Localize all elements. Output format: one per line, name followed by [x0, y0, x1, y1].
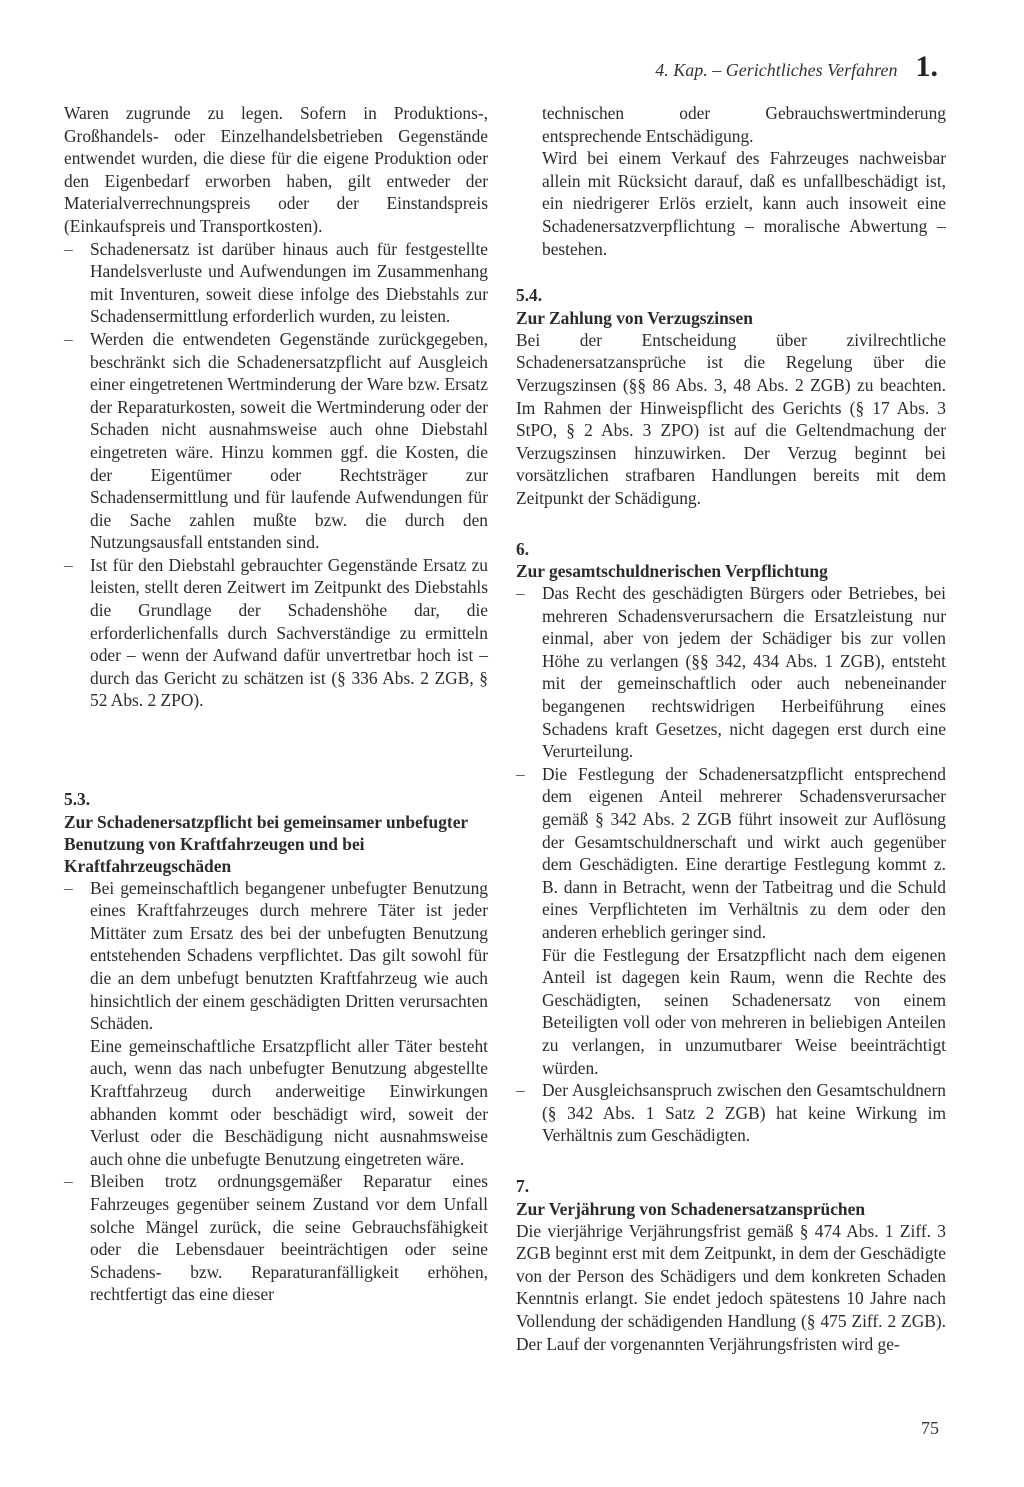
list-item: – Das Recht des geschädigten Bürgers oder Betriebes, bei mehreren Schadensverursachern die Ersatzleistung nur einmal, aber von jedem der Schädiger bis zur vollen Höhe zu verlangen (§§ 342, 434 Abs. 1 ZGB), entsteht mit der gemeinschaftlich oder auch nebeneinander begangenen rechtswidrigen Herbeiführung eines Schadens kraft Gesetzes, nicht dagegen erst durch eine Verurteilung. — [516, 582, 946, 763]
section-title: Zur gesamtschuldnerischen Verpflichtung — [516, 561, 828, 582]
list-item: – Ist für den Diebstahl gebrauchter Gegenstände Ersatz zu leisten, stellt deren Zeitwert im Zeitpunkt des Diebstahls die Grundlage der Schadenshöhe dar, die erforderlichenfalls durch Sachverständige zu ermitteln oder – wenn der Aufwand dafür unvertretbar hoch ist – durch das Gericht zu schätzen ist (§ 336 Abs. 2 ZGB, § 52 Abs. 2 ZPO). — [64, 554, 488, 712]
section-title: Zur Schadenersatzpflicht bei gemeinsamer unbefugter Benutzung von Kraftfahrzeugen und bei Kraftfahrzeugschäden — [64, 811, 468, 876]
section-title: Zur Zahlung von Verzugszinsen — [516, 307, 753, 328]
right-column — [516, 102, 946, 1355]
section-title: Zur Verjährung von Schadenersatzansprüchen — [516, 1198, 865, 1219]
list-item-continuation: Eine gemeinschaftliche Ersatzpflicht aller Täter besteht auch, wenn das nach unbefugter Benutzung abgestellte Kraftfahrzeug durch anderweitige Einwirkungen abhanden kommt oder beschädigt wird, soweit der Verlust oder die Beschädigung nicht ausnahmsweise auch ohne die unbefugte Benutzung eingetreten wäre. — [90, 1035, 488, 1169]
section-number: 7. — [516, 1175, 530, 1196]
continued-paragraph: technischen oder Gebrauchswertminderung entsprechende Entschädigung. — [542, 103, 946, 146]
section-number: 5.4. — [516, 285, 543, 306]
list-item: – Der Ausgleichsanspruch zwischen den Gesamtschuldnern (§ 342 Abs. 1 Satz 2 ZGB) hat keine Wirkung im Verhältnis zum Geschädigten. — [516, 1079, 946, 1147]
section-number: 5.3. — [64, 789, 91, 810]
list-item-continuation: Für die Festlegung der Ersatzpflicht nach dem eigenen Anteil ist dagegen kein Raum, wenn die Rechte des Geschädigten, seinen Schadenersatz von einem Beteiligten voll oder von mehreren in beliebigen Anteilen zu verlangen, in unzumutbarer Weise beeinträchtigt würden. — [542, 944, 946, 1078]
section-number: 6. — [516, 538, 530, 559]
running-title: 4. Kap. – Gerichtliches Verfahren — [655, 60, 898, 80]
chapter-number: 1. — [915, 50, 938, 83]
list-item: – Die Festlegung der Schadenersatzpflicht entsprechend dem eigenen Anteil mehrerer Schadensverursacher gemäß § 342 Abs. 2 ZGB führt insoweit zur Auflösung der Gesamtschuldnerschaft und wirkt auch gegenüber dem Geschädigten. Eine derartige Festlegung kommt z. B. dann in Betracht, wenn der Tatbeitrag und die Schuld eines Verpflichteten im Verhältnis zu dem oder den anderen erheblich geringer sind. — [516, 763, 946, 944]
list-item: – Werden die entwendeten Gegenstände zurückgegeben, beschränkt sich die Schadenersatzpflicht auf Ausgleich einer eingetretenen Wertminderung der Ware bzw. Ersatz der Reparaturkosten, soweit die Wertminderung oder der Schaden nicht ausnahmsweise auch ohne Diebstahl eingetreten wäre. Hinzu kommen ggf. die Kosten, die der Eigentümer oder Rechtsträger zur Schadensermittlung und für laufende Aufwendungen für die Sache zahlen mußte bzw. die durch den Nutzungsausfall entstanden sind. — [64, 328, 488, 554]
list-item: – Schadenersatz ist darüber hinaus auch für festgestellte Handelsverluste und Aufwendungen im Zusammenhang mit Inventuren, soweit diese infolge des Diebstahls zur Schadensermittlung erforderlich wurden, zu leisten. — [64, 238, 488, 328]
section-text: Bei der Entscheidung über zivilrechtliche Schadenersatzansprüche ist die Regelung über die Verzugszinsen (§§ 86 Abs. 3, 48 Abs. 2 ZGB) zu beachten. Im Rahmen der Hinweispflicht des Gerichts (§ 17 Abs. 3 StPO, § 2 Abs. 3 ZPO) ist auf die Geltendmachung der Verzugszinsen hinzuwirken. Der Verzug beginnt bei vorsätzlichen strafbaren Handlungen bereits mit dem Zeitpunkt der Schädigung. — [516, 329, 946, 508]
list-item: – Bei gemeinschaftlich begangener unbefugter Benutzung eines Kraftfahrzeuges durch mehrere Täter ist jeder Mittäter zum Ersatz des bei der unbefugten Benutzung entstehenden Schadens verpflichtet. Das gilt sowohl für die an dem unbefugt benutzten Kraftfahrzeug wie auch hinsichtlich der einem geschädigten Dritten verursachten Schäden. — [64, 877, 488, 1035]
page-number: 75 — [921, 1418, 939, 1438]
left-column — [64, 102, 488, 1306]
continued-paragraph: Wird bei einem Verkauf des Fahrzeuges nachweisbar allein mit Rücksicht darauf, daß es unfallbeschädigt ist, ein niedrigerer Erlös erzielt, kann auch insoweit eine Schadenersatzverpflichtung – moralische Abwertung – bestehen. — [542, 148, 946, 259]
running-header — [655, 50, 938, 84]
intro-paragraph: Waren zugrunde zu legen. Sofern in Produktions-, Großhandels- oder Einzelhandelsbetrieben Gegenstände entwendet wurden, die diese für die eigene Produktion oder den Eigenbedarf erworben haben, gilt entweder der Materialverrechnungspreis oder der Einstandspreis (Einkaufspreis und Transportkosten). — [64, 103, 488, 236]
section-text: Die vierjährige Verjährungsfrist gemäß § 474 Abs. 1 Ziff. 3 ZGB beginnt erst mit dem Zeitpunkt, in dem der Geschädigte von der Person des Schädigers und dem konkreten Schaden Kenntnis erlangt. Sie endet jedoch spätestens 10 Jahre nach Vollendung der schädigenden Handlung (§ 475 Ziff. 2 ZGB). Der Lauf der vorgenannten Verjährungsfristen wird ge- — [516, 1220, 946, 1354]
list-item: – Bleiben trotz ordnungsgemäßer Reparatur eines Fahrzeuges gegenüber seinem Zustand vor dem Unfall solche Mängel zurück, die seine Gebrauchsfähigkeit oder die Lebensdauer beeinträchtigen oder seine Schadens- bzw. Reparaturanfälligkeit erhöhen, rechtfertigt das eine dieser — [64, 1170, 488, 1306]
